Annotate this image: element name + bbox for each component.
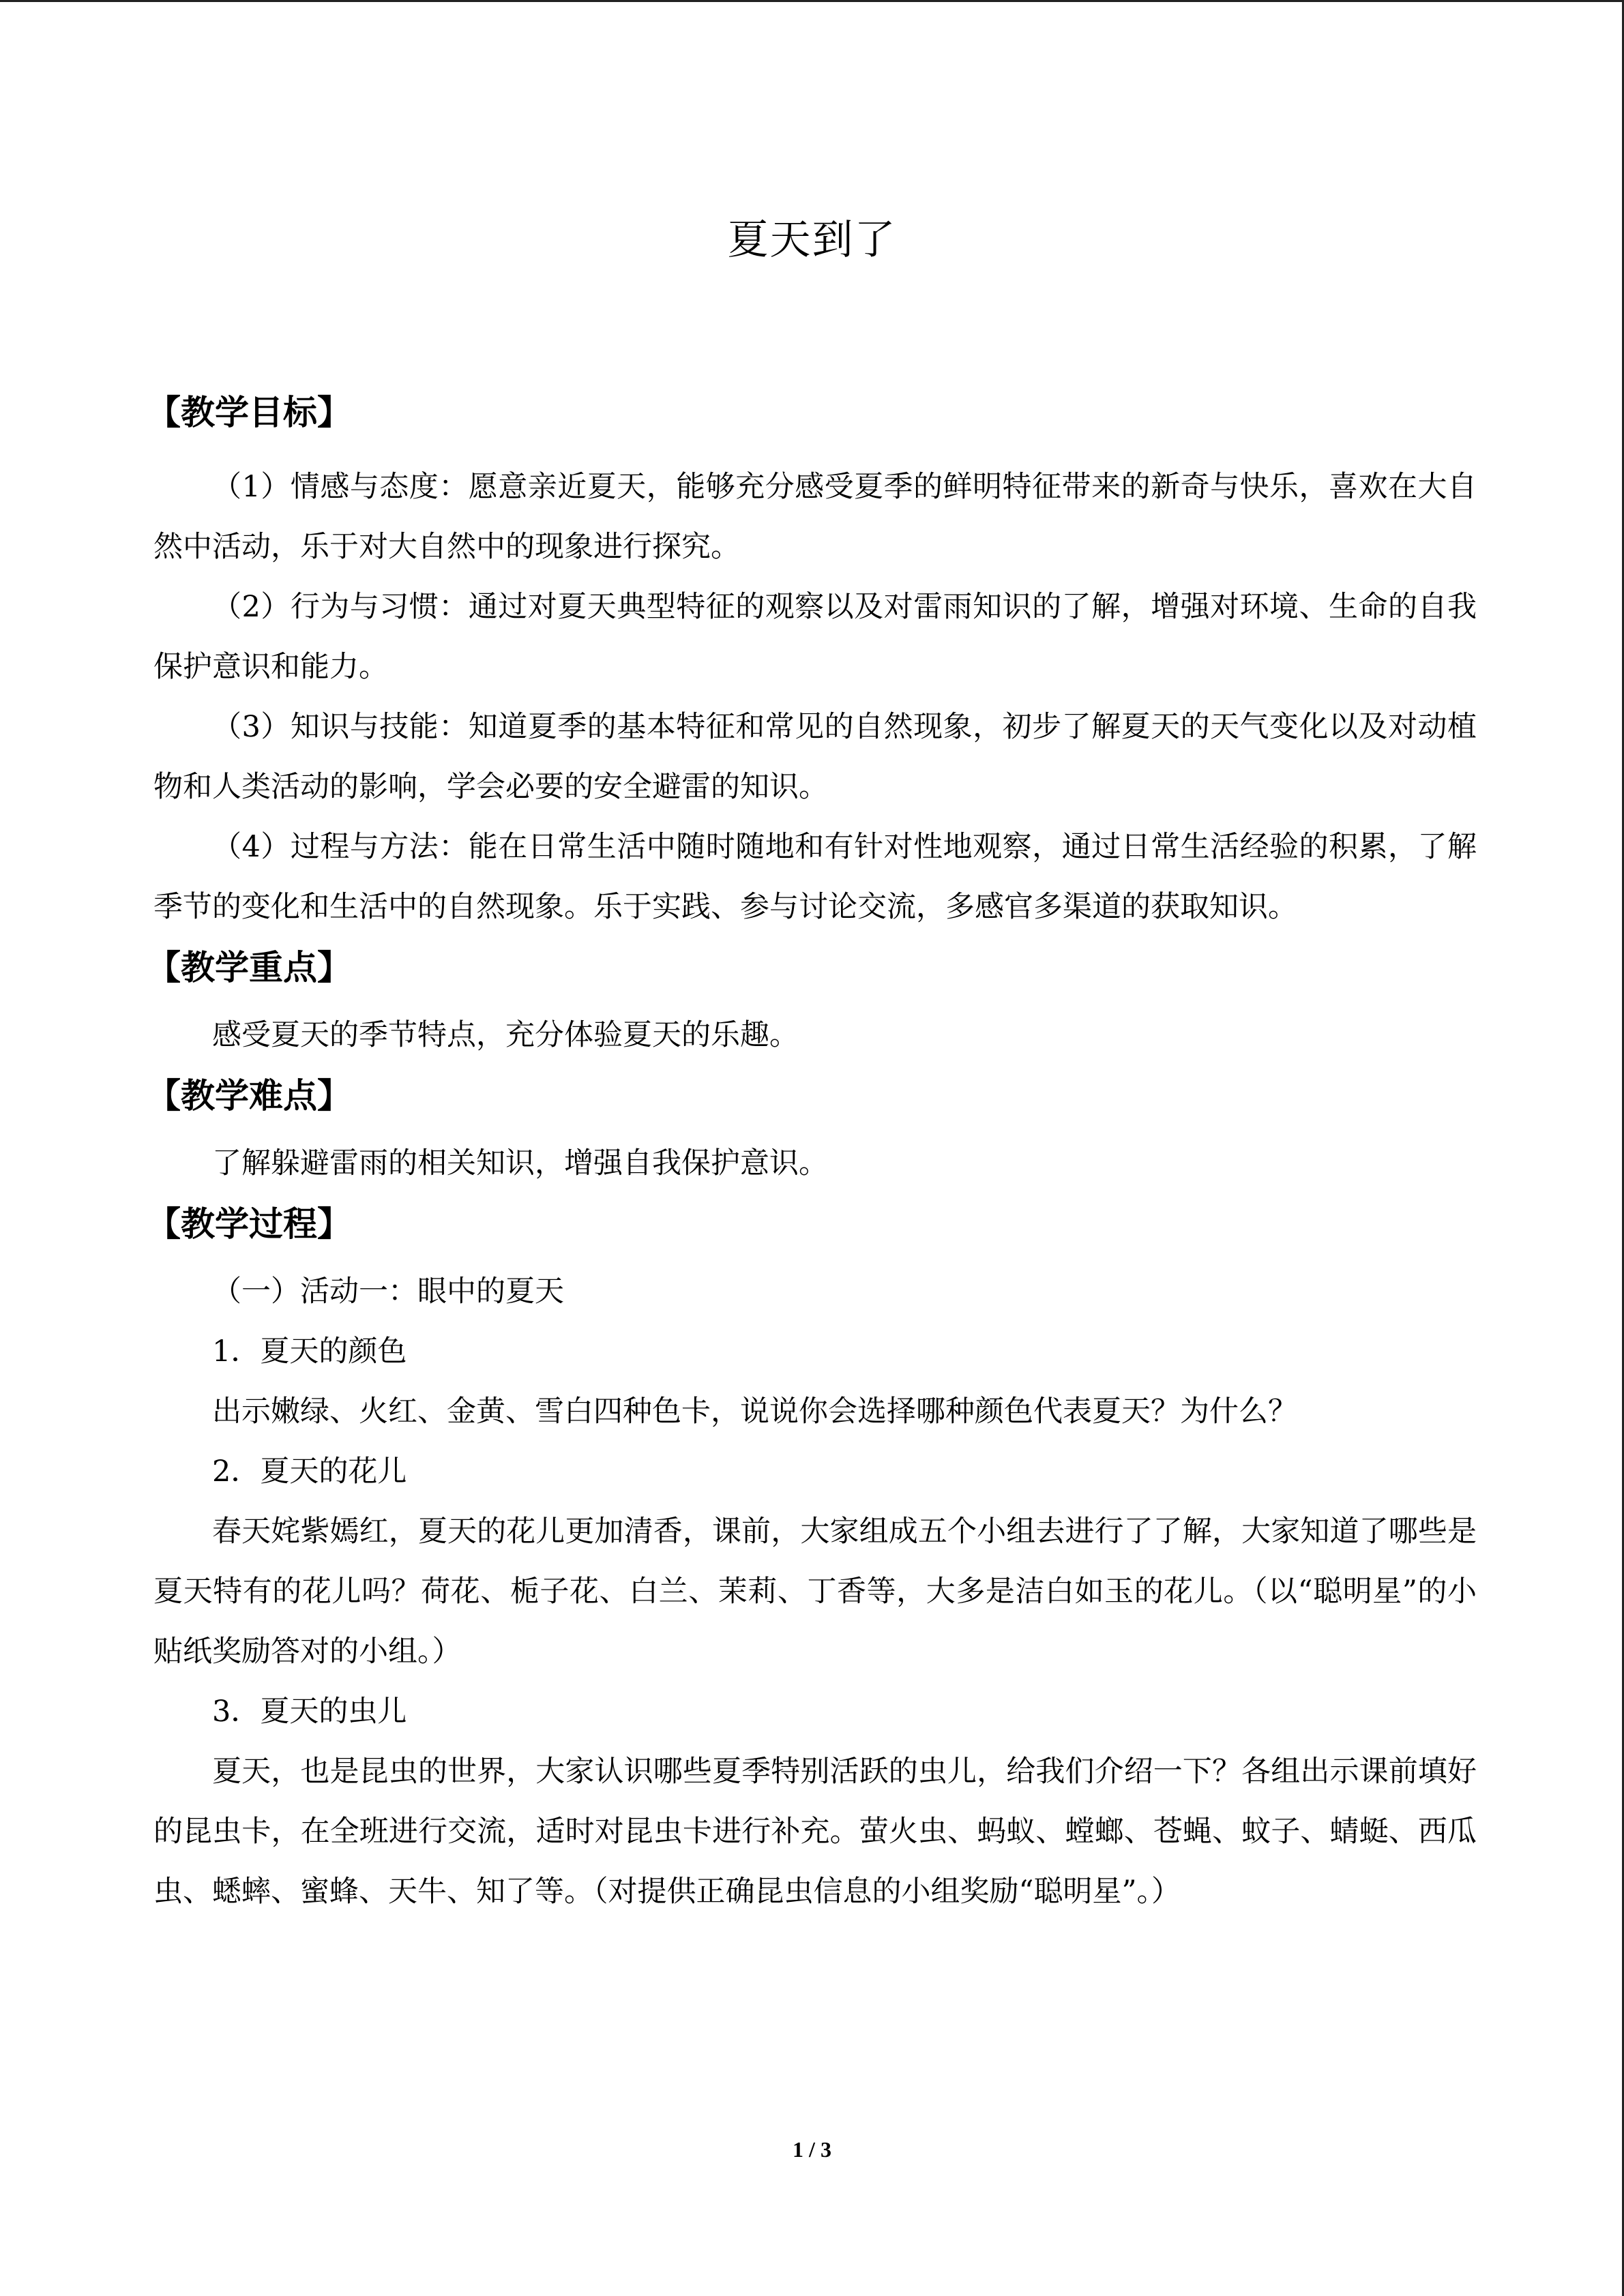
section-heading-objectives: 【教学目标】 [147, 393, 351, 432]
subsection-text-insects: 夏天，也是昆虫的世界，大家认识哪些夏季特别活跃的虫儿，给我们介绍一下？各组出示课前填好的昆虫卡，在全班进行交流，适时对昆虫卡进行补充。萤火虫、蚂蚁、螳螂、苍蝇、蚊子、蜻蜓、西瓜虫、蟋蟀、蜜蜂、天牛、知了等。（对提供正确昆虫信息的小组奖励“聪明星”。） [153, 1755, 1477, 1909]
subsection-text-colors: 出示嫩绿、火红、金黄、雪白四种色卡，说说你会选择哪种颜色代表夏天？为什么？ [212, 1395, 1297, 1429]
difficulties-text: 了解躲避雷雨的相关知识，增强自我保护意识。 [212, 1146, 828, 1180]
subsection-title-insects: 3．夏天的虫儿 [212, 1695, 407, 1729]
document-body [147, 382, 1477, 1922]
page-number: 1 / 3 [793, 2137, 831, 2162]
section-heading-process: 【教学过程】 [147, 1204, 351, 1244]
key-points-text: 感受夏天的季节特点，充分体验夏天的乐趣。 [212, 1018, 799, 1052]
section-heading-difficulties: 【教学难点】 [147, 1076, 351, 1116]
objective-item-1: （1）情感与态度：愿意亲近夏天，能够充分感受夏季的鲜明特征带来的新奇与快乐，喜欢在大自然中活动，乐于对大自然中的现象进行探究。 [153, 470, 1477, 564]
activity-title: （一）活动一：眼中的夏天 [212, 1274, 564, 1309]
subsection-title-colors: 1．夏天的颜色 [212, 1335, 407, 1369]
page-top-border [0, 0, 1624, 2]
objective-item-4: （4）过程与方法：能在日常生活中随时随地和有针对性地观察，通过日常生活经验的积累，了解季节的变化和生活中的自然现象。乐于实践、参与讨论交流，多感官多渠道的获取知识。 [153, 830, 1477, 924]
objective-item-3: （3）知识与技能：知道夏季的基本特征和常见的自然现象，初步了解夏天的天气变化以及对动植物和人类活动的影响，学会必要的安全避雷的知识。 [153, 710, 1477, 804]
subsection-text-flowers: 春天姹紫嫣红，夏天的花儿更加清香，课前，大家组成五个小组去进行了了解，大家知道了哪些是夏天特有的花儿吗？荷花、栀子花、白兰、茉莉、丁香等，大多是洁白如玉的花儿。（以“聪明星”的小贴纸奖励答对的小组。） [153, 1515, 1477, 1669]
document-title: 夏天到了 [727, 216, 897, 264]
section-heading-key-points: 【教学重点】 [147, 948, 351, 987]
objective-item-2: （2）行为与习惯：通过对夏天典型特征的观察以及对雷雨知识的了解，增强对环境、生命的自我保护意识和能力。 [153, 590, 1477, 684]
subsection-title-flowers: 2．夏天的花儿 [212, 1455, 407, 1489]
